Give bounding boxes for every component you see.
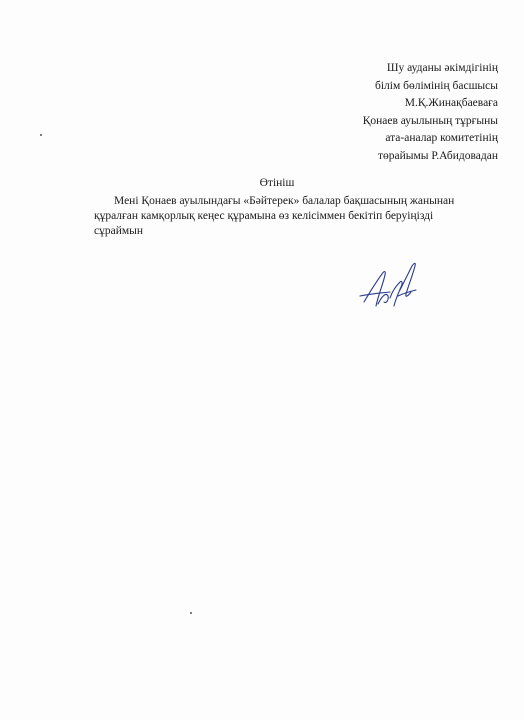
addressee-line: білім бөлімінің басшысы <box>375 79 498 92</box>
body-line: Мені Қонаев ауылындағы «Бәйтерек» балалар бақшасының жанынан <box>114 195 455 207</box>
addressee-line: Қонаев ауылының тұрғыны <box>362 114 498 127</box>
body-line: сұраймын <box>94 225 144 237</box>
scan-speck <box>190 612 192 614</box>
addressee-line: төрайымы Р.Абидовадан <box>377 149 498 162</box>
body-line: құралған камқорлық кеңес құрамына өз келісіммен бекітіп беруіңізді <box>94 210 434 222</box>
addressee-line: М.Қ.Жинақбаеваға <box>404 97 498 110</box>
addressee-block <box>363 60 498 166</box>
addressee-line: Шу ауданы әкімдігінің <box>386 62 498 74</box>
handwritten-signature <box>356 256 422 316</box>
addressee-line: ата-аналар комитетінің <box>385 132 498 145</box>
scan-speck <box>40 134 42 136</box>
document-body <box>94 194 514 239</box>
document-title: Өтініш <box>259 177 295 189</box>
